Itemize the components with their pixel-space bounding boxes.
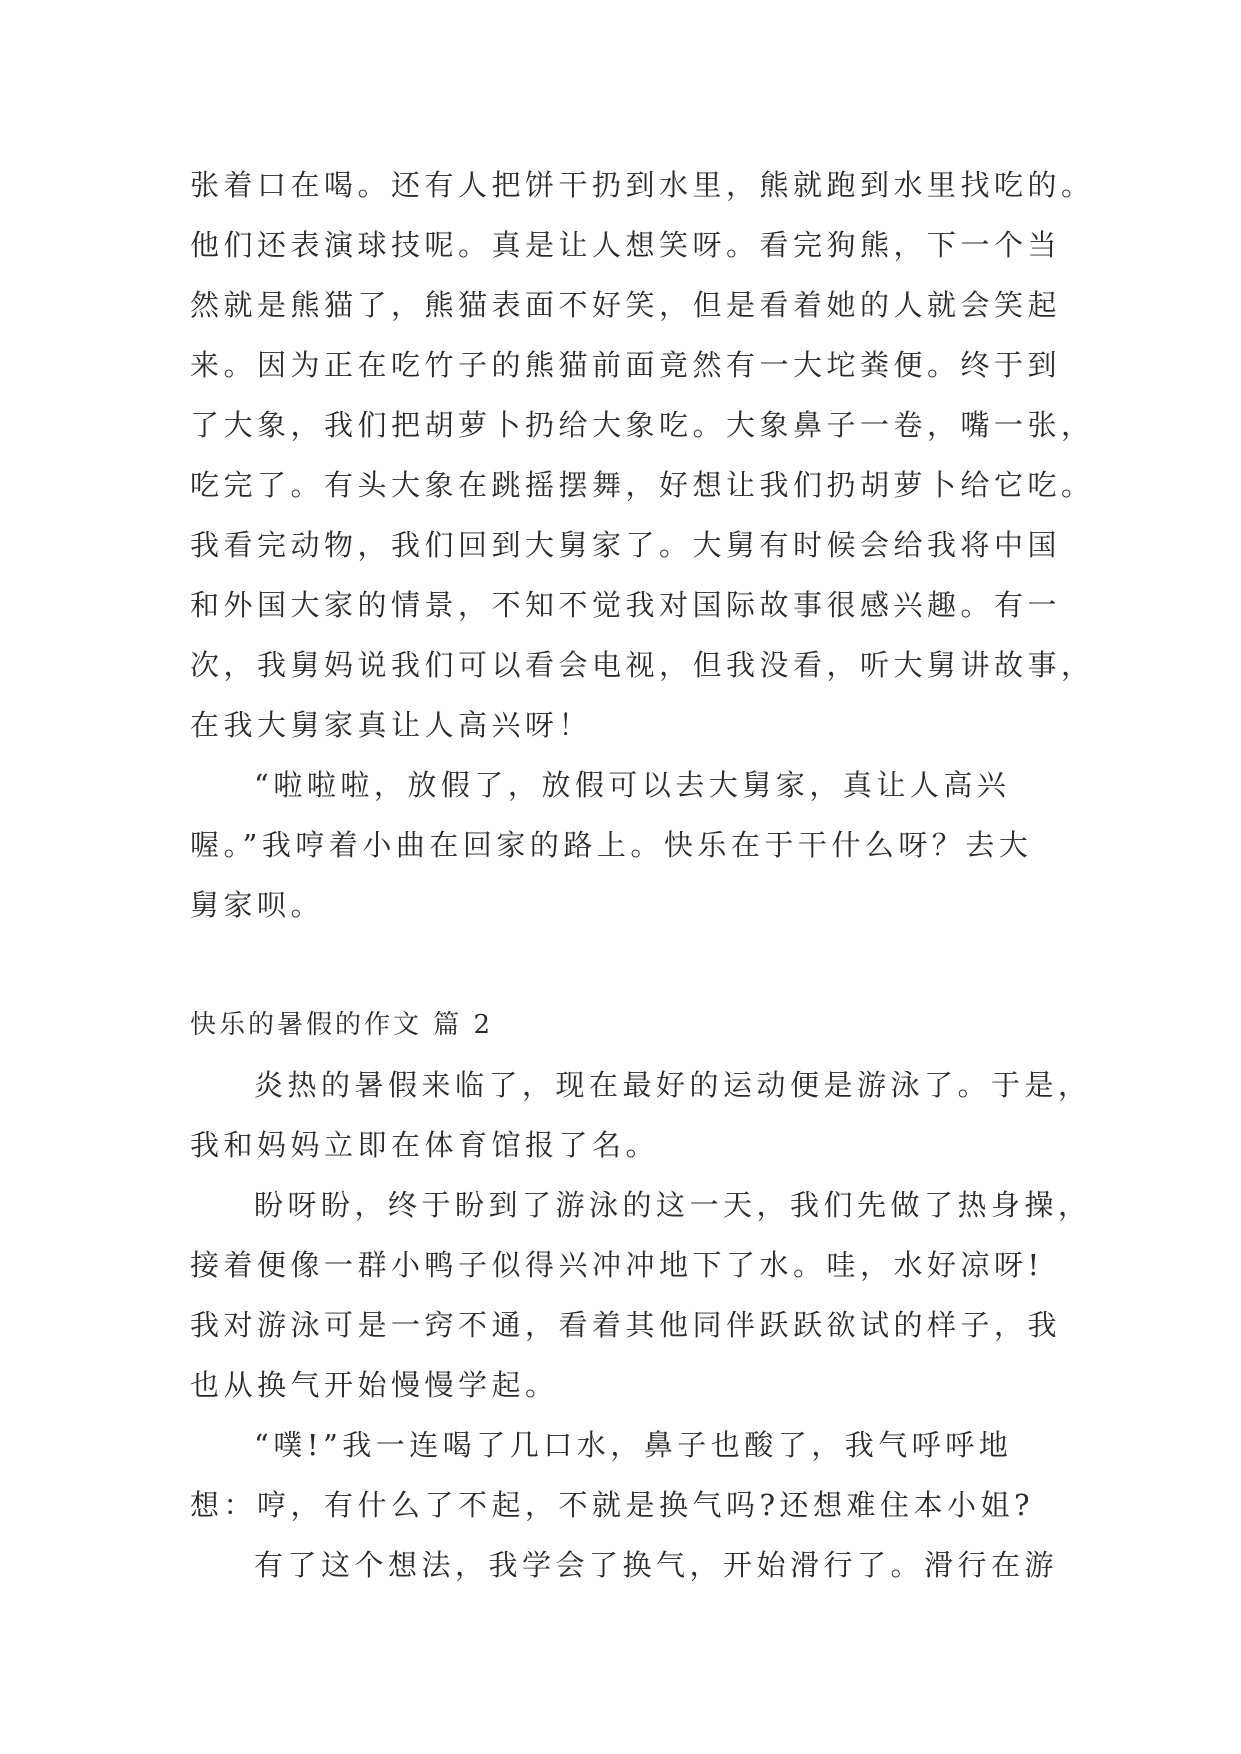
text-line: 舅家呗。: [190, 888, 325, 922]
text-line: 在我大舅家真让人高兴呀！: [190, 708, 593, 742]
text-line: 想：哼，有什么了不起，不就是换气吗?还想难住本小姐?: [190, 1488, 1035, 1522]
text-line: “啦啦啦，放假了，放假可以去大舅家，真让人高兴: [254, 768, 1011, 802]
text-line: 炎热的暑假来临了，现在最好的运动便是游泳了。于是，: [254, 1068, 1092, 1102]
text-line: 他们还表演球技呢。真是让人想笑呀。看完狗熊，下一个当: [190, 228, 1062, 262]
text-line: 次，我舅妈说我们可以看会电视，但我没看，听大舅讲故事，: [190, 648, 1095, 682]
paragraph-learned-breathing: [190, 1535, 1059, 1595]
paragraph-zoo-visit: [190, 155, 1095, 755]
text-line: 来。因为正在吃竹子的熊猫前面竟然有一大坨粪便。终于到: [190, 348, 1062, 382]
text-line: 张着口在喝。还有人把饼干扔到水里，熊就跑到水里找吃的。: [190, 168, 1095, 202]
paragraph-summer-swim: [190, 1055, 1092, 1175]
section-heading: 快乐的暑假的作文 篇 2: [190, 1010, 494, 1040]
paragraph-choking-water: [190, 1415, 1051, 1535]
text-line: 然就是熊猫了，熊猫表面不好笑，但是看着她的人就会笑起: [190, 288, 1062, 322]
text-line: 接着便像一群小鸭子似得兴冲冲地下了水。哇，水好凉呀!: [190, 1248, 1044, 1282]
text-line: 了大象，我们把胡萝卜扔给大象吃。大象鼻子一卷，嘴一张，: [190, 408, 1095, 442]
text-line: 吃完了。有头大象在跳摇摆舞，好想让我们扔胡萝卜给它吃。: [190, 468, 1095, 502]
text-line: 有了这个想法，我学会了换气，开始滑行了。滑行在游: [254, 1548, 1059, 1582]
text-line: 也从换气开始慢慢学起。: [190, 1368, 559, 1402]
text-line: “噗!”我一连喝了几口水，鼻子也酸了，我气呼呼地: [254, 1428, 1013, 1462]
text-line: 我对游泳可是一窍不通，看着其他同伴跃跃欲试的样子，我: [190, 1308, 1062, 1342]
paragraph-first-swim-day: [190, 1175, 1092, 1415]
text-line: 盼呀盼，终于盼到了游泳的这一天，我们先做了热身操，: [254, 1188, 1092, 1222]
text-line: 我看完动物，我们回到大舅家了。大舅有时候会给我将中国: [190, 528, 1062, 562]
text-line: 我和妈妈立即在体育馆报了名。: [190, 1128, 660, 1162]
blank-line: [190, 935, 1051, 995]
document-body: [190, 155, 1095, 1595]
text-line: 喔。”我哼着小曲在回家的路上。快乐在于干什么呀？去大: [190, 828, 1033, 862]
paragraph-holiday-song: [190, 755, 1051, 935]
text-line: 和外国大家的情景，不知不觉我对国际故事很感兴趣。有一: [190, 588, 1062, 622]
